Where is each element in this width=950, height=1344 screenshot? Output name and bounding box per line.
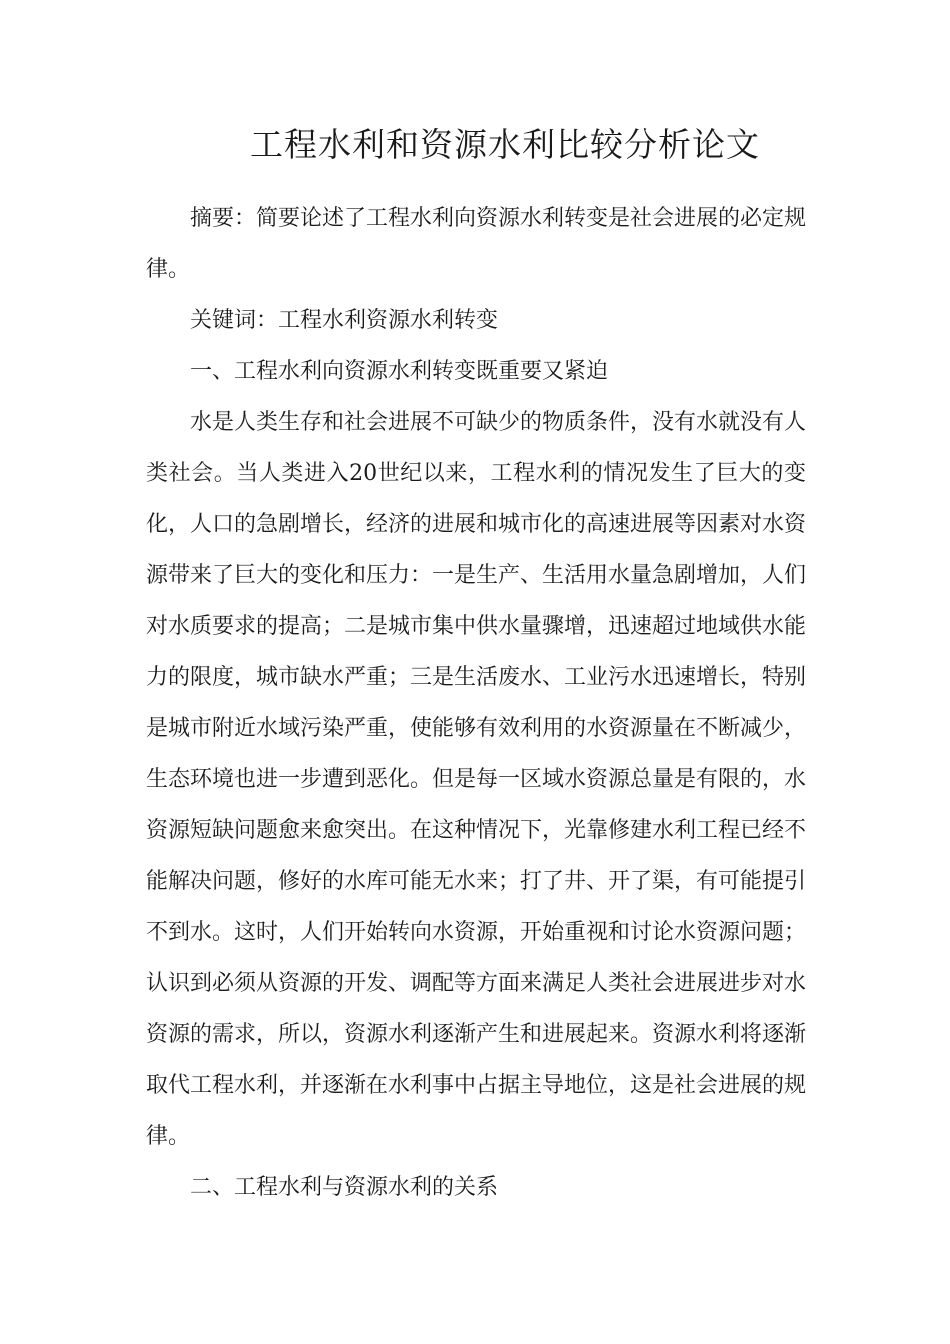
body-paragraph: 水是人类生存和社会进展不可缺少的物质条件，没有水就没有人类社会。当人类进入20世纪以来，工程水利的情况发生了巨大的变化，人口的急剧增长，经济的进展和城市化的高速进展等因素对水资源带来了巨大的变化和压力：一是生产、生活用水量急剧增加，人们对水质要求的提高；二是城市集中供水量骤增，迅速超过地域供水能力的限度，城市缺水严重；三是生活废水、工业污水迅速增长，特别是城市附近水域污染严重，使能够有效利用的水资源量在不断减少，生态环境也进一步遭到恶化。但是每一区域水资源总量是有限的，水资源短缺问题愈来愈突出。在这种情况下，光靠修建水利工程已经不能解决问题，修好的水库可能无水来；打了井、开了渠，有可能提引不到水。这时，人们开始转向水资源，开始重视和讨论水资源问题；认识到必须从资源的开发、调配等方面来满足人类社会进展进步对水资源的需求，所以，资源水利逐渐产生和进展起来。资源水利将逐渐取代工程水利，并逐渐在水利事中占据主导地位，这是社会进展的规律。 — [146, 410, 807, 1149]
keywords-paragraph: 关键词：工程水利资源水利转变 — [190, 308, 499, 333]
abstract-paragraph: 摘要：简要论述了工程水利向资源水利转变是社会进展的必定规律。 — [146, 206, 807, 282]
section-heading-1: 一、工程水利向资源水利转变既重要又紧迫 — [190, 359, 609, 384]
document-title: 工程水利和资源水利比较分析论文 — [250, 125, 760, 164]
section-heading-2: 二、工程水利与资源水利的关系 — [190, 1175, 499, 1200]
document-body — [146, 193, 806, 1213]
